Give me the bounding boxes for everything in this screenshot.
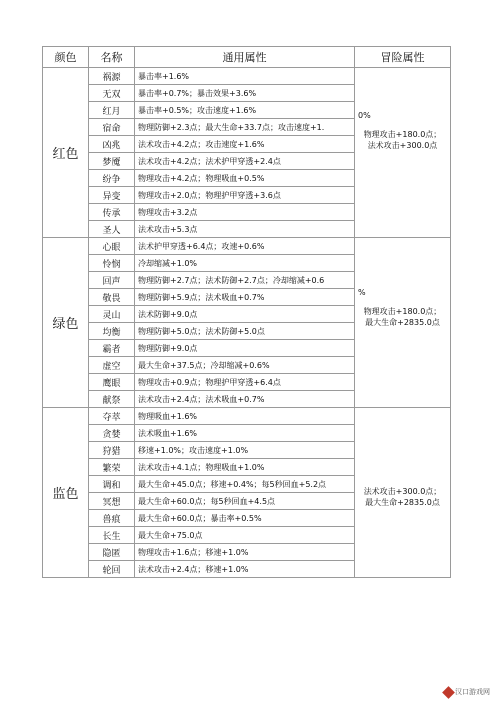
item-common-attr: 最大生命+60.0点；暴击率+0.5% xyxy=(135,510,355,527)
item-common-attr: 移速+1.0%；攻击速度+1.0% xyxy=(135,442,355,459)
item-common-attr: 法术攻击+4.1点；物理吸血+1.0% xyxy=(135,459,355,476)
header-row xyxy=(43,47,451,68)
item-common-attr: 物理防御+2.7点；法术防御+2.7点；冷却缩减+0.6 xyxy=(135,272,355,289)
item-name: 祸源 xyxy=(89,68,135,85)
item-name: 冥想 xyxy=(89,493,135,510)
item-name: 隐匿 xyxy=(89,544,135,561)
item-common-attr: 暴击率+0.5%；攻击速度+1.6% xyxy=(135,102,355,119)
item-name: 长生 xyxy=(89,527,135,544)
item-common-attr: 最大生命+45.0点；移速+0.4%；每5秒回血+5.2点 xyxy=(135,476,355,493)
item-name: 夺萃 xyxy=(89,408,135,425)
item-common-attr: 法术攻击+2.4点；移速+1.0% xyxy=(135,561,355,578)
item-common-attr: 最大生命+60.0点；每5秒回血+4.5点 xyxy=(135,493,355,510)
item-common-attr: 法术攻击+5.3点 xyxy=(135,221,355,238)
adventure-attr-line: 物理攻击+180.0点； xyxy=(363,307,442,316)
adventure-attr-cell xyxy=(355,408,451,578)
item-name: 献祭 xyxy=(89,391,135,408)
item-name: 凶兆 xyxy=(89,136,135,153)
adventure-attr-line: 最大生命+2835.0点 xyxy=(365,318,440,327)
item-name: 无双 xyxy=(89,85,135,102)
item-common-attr: 物理防御+5.0点；法术防御+5.0点 xyxy=(135,323,355,340)
item-common-attr: 法术攻击+2.4点；法术吸血+0.7% xyxy=(135,391,355,408)
item-common-attr: 暴击率+1.6% xyxy=(135,68,355,85)
item-common-attr: 法术攻击+4.2点；法术护甲穿透+2.4点 xyxy=(135,153,355,170)
header-name: 名称 xyxy=(89,47,135,68)
item-name: 贪婪 xyxy=(89,425,135,442)
adventure-attr-line: 最大生命+2835.0点 xyxy=(365,498,440,507)
color-group-label: 监色 xyxy=(43,408,89,578)
table-row xyxy=(43,238,451,255)
header-common-attr: 通用属性 xyxy=(135,47,355,68)
item-name: 兽痕 xyxy=(89,510,135,527)
item-name: 红月 xyxy=(89,102,135,119)
item-common-attr: 冷却缩减+1.0% xyxy=(135,255,355,272)
item-common-attr: 最大生命+75.0点 xyxy=(135,527,355,544)
header-color: 颜色 xyxy=(43,47,89,68)
item-name: 怜悯 xyxy=(89,255,135,272)
item-name: 圣人 xyxy=(89,221,135,238)
item-name: 鹰眼 xyxy=(89,374,135,391)
adventure-attr-line: 法术攻击+300.0点 xyxy=(367,141,438,150)
item-name: 均衡 xyxy=(89,323,135,340)
adventure-attr-fragment: 0% xyxy=(358,111,371,120)
item-name: 心眼 xyxy=(89,238,135,255)
watermark-logo xyxy=(444,687,490,697)
item-common-attr: 物理攻击+4.2点；物理吸血+0.5% xyxy=(135,170,355,187)
color-group-label: 红色 xyxy=(43,68,89,238)
attribute-table xyxy=(42,46,451,578)
item-name: 虚空 xyxy=(89,357,135,374)
item-name: 调和 xyxy=(89,476,135,493)
adventure-attr-cell xyxy=(355,238,451,408)
item-common-attr: 法术防御+9.0点 xyxy=(135,306,355,323)
item-common-attr: 法术吸血+1.6% xyxy=(135,425,355,442)
item-name: 灵山 xyxy=(89,306,135,323)
item-name: 纷争 xyxy=(89,170,135,187)
adventure-attr-fragment: % xyxy=(358,288,366,297)
item-common-attr: 物理防御+9.0点 xyxy=(135,340,355,357)
table-row xyxy=(43,68,451,85)
item-name: 狩猎 xyxy=(89,442,135,459)
item-name: 回声 xyxy=(89,272,135,289)
item-common-attr: 最大生命+37.5点；冷却缩减+0.6% xyxy=(135,357,355,374)
item-name: 轮回 xyxy=(89,561,135,578)
item-name: 霸者 xyxy=(89,340,135,357)
item-common-attr: 物理攻击+0.9点；物理护甲穿透+6.4点 xyxy=(135,374,355,391)
item-common-attr: 物理攻击+3.2点 xyxy=(135,204,355,221)
header-adventure-attr: 冒险属性 xyxy=(355,47,451,68)
item-common-attr: 物理吸血+1.6% xyxy=(135,408,355,425)
item-name: 梦魇 xyxy=(89,153,135,170)
adventure-attr-cell xyxy=(355,68,451,238)
item-common-attr: 物理攻击+2.0点；物理护甲穿透+3.6点 xyxy=(135,187,355,204)
item-name: 敬畏 xyxy=(89,289,135,306)
color-group-label: 绿色 xyxy=(43,238,89,408)
adventure-attr-line: 物理攻击+180.0点； xyxy=(363,130,442,139)
watermark-text: 汉口游戏网 xyxy=(455,688,490,696)
item-name: 传承 xyxy=(89,204,135,221)
logo-icon xyxy=(442,686,455,699)
item-common-attr: 法术护甲穿透+6.4点；攻速+0.6% xyxy=(135,238,355,255)
item-common-attr: 物理防御+2.3点；最大生命+33.7点；攻击速度+1. xyxy=(135,119,355,136)
item-common-attr: 物理攻击+1.6点；移速+1.0% xyxy=(135,544,355,561)
adventure-attr-line: 法术攻击+300.0点； xyxy=(363,487,442,496)
item-name: 繁荣 xyxy=(89,459,135,476)
table-row xyxy=(43,408,451,425)
item-common-attr: 暴击率+0.7%；暴击效果+3.6% xyxy=(135,85,355,102)
item-name: 宿命 xyxy=(89,119,135,136)
item-common-attr: 物理防御+5.9点；法术吸血+0.7% xyxy=(135,289,355,306)
item-name: 异变 xyxy=(89,187,135,204)
item-common-attr: 法术攻击+4.2点；攻击速度+1.6% xyxy=(135,136,355,153)
